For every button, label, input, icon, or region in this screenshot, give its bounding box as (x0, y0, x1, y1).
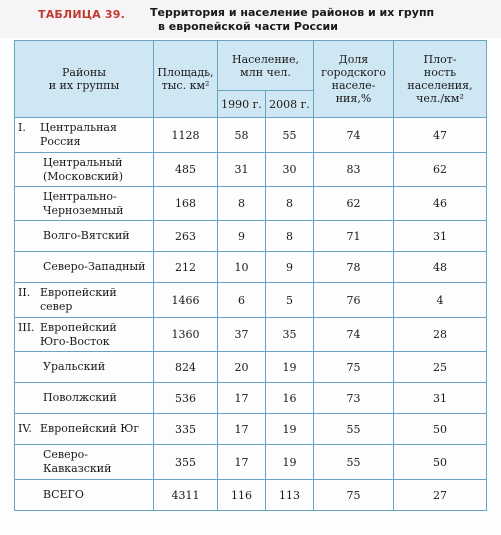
table-row (15, 118, 487, 153)
density-cell: 48 (394, 252, 487, 283)
table-row (15, 252, 487, 283)
header-area: Площадь, тыс. км² (154, 41, 218, 118)
pop-1990-cell: 31 (218, 153, 266, 187)
density-cell: 50 (394, 414, 487, 445)
density-cell: 62 (394, 153, 487, 187)
area-cell: 1466 (154, 283, 218, 318)
region-name: Поволжский (15, 383, 154, 414)
table-row (15, 414, 487, 445)
pop-2008-cell: 8 (266, 187, 314, 221)
area-cell: 168 (154, 187, 218, 221)
pop-2008-cell: 19 (266, 414, 314, 445)
pop-1990-cell: 58 (218, 118, 266, 153)
pop-2008-cell: 19 (266, 352, 314, 383)
region-name: II. Европейский север (15, 283, 154, 318)
header-urban-share: Доля городского населе- ния,% (314, 41, 394, 118)
pop-2008-cell: 19 (266, 445, 314, 480)
table-row (15, 318, 487, 352)
pop-1990-cell: 20 (218, 352, 266, 383)
density-cell: 31 (394, 383, 487, 414)
pop-2008-cell: 35 (266, 318, 314, 352)
pop-2008-cell: 30 (266, 153, 314, 187)
table-title-line-1: Территория и население районов и их групп (150, 6, 435, 19)
density-cell: 50 (394, 445, 487, 480)
pop-2008-cell: 16 (266, 383, 314, 414)
area-cell: 485 (154, 153, 218, 187)
pop-1990-cell: 8 (218, 187, 266, 221)
pop-1990-cell: 9 (218, 221, 266, 252)
table-row (15, 383, 487, 414)
density-cell: 25 (394, 352, 487, 383)
header-year-2008: 2008 г. (266, 91, 314, 118)
urban-cell: 83 (314, 153, 394, 187)
table-row (15, 187, 487, 221)
urban-cell: 73 (314, 383, 394, 414)
region-name: Центрально- Черноземный (15, 187, 154, 221)
pop-1990-cell: 10 (218, 252, 266, 283)
area-cell: 355 (154, 445, 218, 480)
density-cell: 28 (394, 318, 487, 352)
urban-cell: 75 (314, 352, 394, 383)
area-cell: 335 (154, 414, 218, 445)
area-cell: 4311 (154, 480, 218, 511)
header-density: Плот- ность населения, чел./км² (394, 41, 487, 118)
table-row (15, 352, 487, 383)
table-title-line-2: в европейской части России (158, 20, 338, 33)
urban-cell: 74 (314, 118, 394, 153)
pop-2008-cell: 8 (266, 221, 314, 252)
pop-1990-cell: 17 (218, 414, 266, 445)
region-name: Волго-Вятский (15, 221, 154, 252)
area-cell: 824 (154, 352, 218, 383)
urban-cell: 62 (314, 187, 394, 221)
density-cell: 27 (394, 480, 487, 511)
table-row-total (15, 480, 487, 511)
data-table (14, 40, 487, 511)
region-name: Северо- Кавказский (15, 445, 154, 480)
pop-1990-cell: 6 (218, 283, 266, 318)
urban-cell: 55 (314, 445, 394, 480)
table-row (15, 445, 487, 480)
area-cell: 263 (154, 221, 218, 252)
title-bar (0, 0, 501, 38)
table-number: ТАБЛИЦА 39. (38, 8, 125, 21)
urban-cell: 74 (314, 318, 394, 352)
table-row (15, 221, 487, 252)
region-name: I. Центральная Россия (15, 118, 154, 153)
region-name: Уральский (15, 352, 154, 383)
pop-1990-cell: 17 (218, 445, 266, 480)
pop-2008-cell: 55 (266, 118, 314, 153)
density-cell: 46 (394, 187, 487, 221)
pop-2008-cell: 5 (266, 283, 314, 318)
density-cell: 47 (394, 118, 487, 153)
area-cell: 1128 (154, 118, 218, 153)
density-cell: 31 (394, 221, 487, 252)
pop-2008-cell: 113 (266, 480, 314, 511)
urban-cell: 78 (314, 252, 394, 283)
urban-cell: 75 (314, 480, 394, 511)
urban-cell: 76 (314, 283, 394, 318)
table-row (15, 283, 487, 318)
region-name: Северо-Западный (15, 252, 154, 283)
urban-cell: 71 (314, 221, 394, 252)
pop-1990-cell: 37 (218, 318, 266, 352)
area-cell: 1360 (154, 318, 218, 352)
header-regions: Районы и их группы (15, 41, 154, 118)
density-cell: 4 (394, 283, 487, 318)
pop-2008-cell: 9 (266, 252, 314, 283)
header-year-1990: 1990 г. (218, 91, 266, 118)
area-cell: 536 (154, 383, 218, 414)
header-population: Население, млн чел. (218, 41, 314, 91)
region-name: IV. Европейский Юг (15, 414, 154, 445)
region-name: III. Европейский Юго-Восток (15, 318, 154, 352)
area-cell: 212 (154, 252, 218, 283)
region-name: Центральный (Московский) (15, 153, 154, 187)
pop-1990-cell: 17 (218, 383, 266, 414)
pop-1990-cell: 116 (218, 480, 266, 511)
table-row (15, 153, 487, 187)
table-title (150, 6, 490, 34)
urban-cell: 55 (314, 414, 394, 445)
total-label: ВСЕГО (15, 480, 154, 511)
